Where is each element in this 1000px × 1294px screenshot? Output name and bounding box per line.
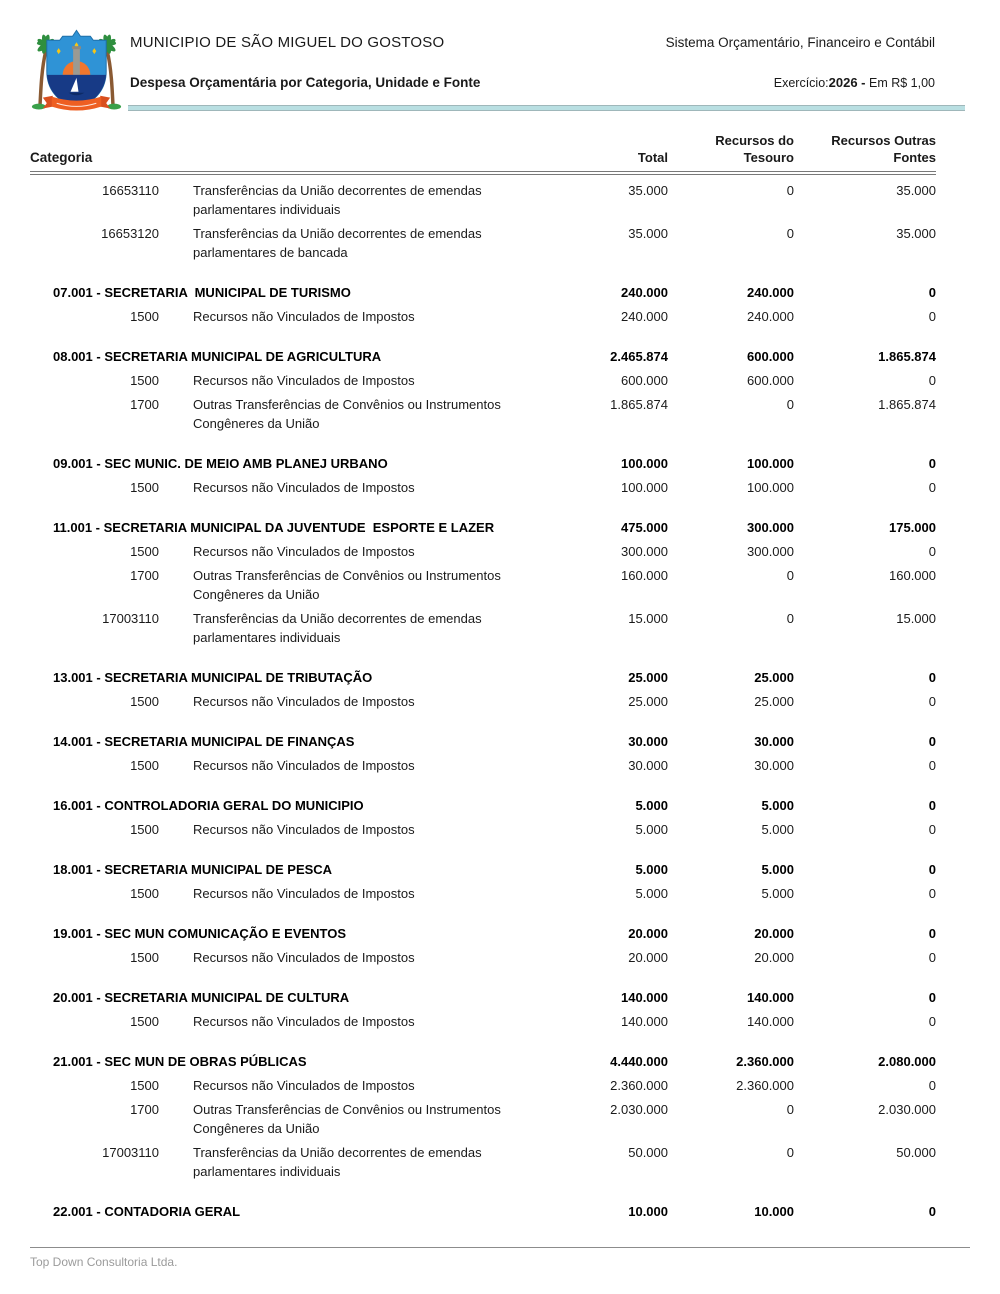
municipality-name: MUNICIPIO DE SÃO MIGUEL DO GOSTOSO — [130, 34, 445, 51]
budget-unit-section — [30, 666, 936, 714]
section-title: 07.001 - SECRETARIA MUNICIPAL DE TURISMO — [53, 285, 351, 300]
header-brand-row — [130, 34, 935, 51]
source-desc-area — [30, 1012, 548, 1031]
shield-icon — [47, 30, 106, 108]
section-title: 11.001 - SECRETARIA MUNICIPAL DA JUVENTUDE ESPORTE E LAZER — [53, 520, 495, 535]
source-desc-area — [30, 692, 548, 711]
section-rows — [30, 946, 936, 970]
section-title: 21.001 - SEC MUN DE OBRAS PÚBLICAS — [53, 1054, 307, 1069]
section-rows — [30, 476, 936, 500]
funding-source-row — [30, 690, 936, 714]
section-header-row — [30, 922, 936, 946]
source-code: 1700 — [130, 1102, 159, 1117]
source-desc-area — [30, 566, 548, 604]
budget-unit-section — [30, 858, 936, 906]
section-total: 5.000 — [635, 798, 668, 813]
section-total: 10.000 — [628, 1204, 668, 1219]
row-fontes: 35.000 — [896, 183, 936, 198]
row-total: 5.000 — [635, 822, 668, 837]
source-description: Recursos não Vinculados de Impostos — [193, 950, 415, 965]
section-title: 20.001 - SECRETARIA MUNICIPAL DE CULTURA — [53, 990, 350, 1005]
header-title-row — [130, 75, 935, 90]
section-total: 240.000 — [621, 285, 668, 300]
funding-source-row — [30, 369, 936, 393]
row-fontes: 0 — [928, 1014, 936, 1029]
row-fontes: 0 — [928, 544, 936, 559]
source-code: 1500 — [130, 758, 159, 773]
source-desc-area — [30, 948, 548, 967]
source-description: Transferências da União decorrentes de emendas parlamentares individuais — [193, 1145, 486, 1179]
section-rows — [30, 690, 936, 714]
section-header-row — [30, 986, 936, 1010]
row-total: 160.000 — [621, 568, 668, 583]
section-title: 18.001 - SECRETARIA MUNICIPAL DE PESCA — [53, 862, 333, 877]
row-fontes: 50.000 — [896, 1145, 936, 1160]
source-code: 1500 — [130, 1078, 159, 1093]
funding-source-row — [30, 754, 936, 778]
funding-source-row — [30, 1010, 936, 1034]
section-rows — [30, 179, 936, 265]
funding-source-row — [30, 540, 936, 564]
budget-unit-section — [30, 922, 936, 970]
source-code: 17003110 — [102, 1145, 159, 1160]
section-fontes: 0 — [928, 926, 936, 941]
row-total: 50.000 — [628, 1145, 668, 1160]
section-fontes: 0 — [928, 456, 936, 471]
funding-source-row — [30, 305, 936, 329]
row-tesouro: 140.000 — [747, 1014, 794, 1029]
section-header-row — [30, 666, 936, 690]
budget-unit-section — [30, 179, 936, 265]
source-code: 1500 — [130, 544, 159, 559]
exercise-label: Exercício: — [773, 76, 829, 90]
row-fontes: 0 — [928, 480, 936, 495]
row-fontes: 0 — [928, 309, 936, 324]
source-desc-area — [30, 1100, 548, 1138]
section-header-row — [30, 345, 936, 369]
row-tesouro: 5.000 — [761, 886, 794, 901]
section-title: 13.001 - SECRETARIA MUNICIPAL DE TRIBUTAÇÃO — [53, 670, 373, 685]
table-header-rule — [30, 171, 936, 175]
funding-source-row — [30, 1098, 936, 1141]
page-footer — [30, 1247, 970, 1269]
source-code: 1500 — [130, 373, 159, 388]
section-tesouro: 300.000 — [747, 520, 794, 535]
row-total: 300.000 — [621, 544, 668, 559]
section-rows — [30, 1010, 936, 1034]
row-total: 2.030.000 — [610, 1102, 668, 1117]
source-description: Transferências da União decorrentes de emendas parlamentares de bancada — [193, 226, 486, 260]
source-desc-area — [30, 1143, 548, 1181]
source-description: Recursos não Vinculados de Impostos — [193, 694, 415, 709]
section-tesouro: 600.000 — [747, 349, 794, 364]
row-total: 5.000 — [635, 886, 668, 901]
row-fontes: 0 — [928, 886, 936, 901]
section-rows — [30, 369, 936, 436]
budget-unit-section — [30, 452, 936, 500]
source-description: Recursos não Vinculados de Impostos — [193, 886, 415, 901]
source-desc-area — [30, 1076, 548, 1095]
section-fontes: 0 — [928, 285, 936, 300]
column-header-total: Total — [637, 150, 668, 165]
section-rows — [30, 540, 936, 650]
source-code: 1500 — [130, 822, 159, 837]
municipality-crest-logo — [27, 15, 126, 115]
row-total: 25.000 — [628, 694, 668, 709]
section-header-row — [30, 281, 936, 305]
section-total: 140.000 — [621, 990, 668, 1005]
source-description: Recursos não Vinculados de Impostos — [193, 309, 415, 324]
exercise-info — [774, 75, 935, 90]
source-description: Recursos não Vinculados de Impostos — [193, 758, 415, 773]
row-fontes: 15.000 — [896, 611, 936, 626]
section-header-row — [30, 1200, 936, 1224]
column-header-recursos-tesouro: Recursos do Tesouro — [715, 133, 798, 165]
source-description: Recursos não Vinculados de Impostos — [193, 544, 415, 559]
budget-unit-section — [30, 516, 936, 650]
row-total: 1.865.874 — [610, 397, 668, 412]
row-fontes: 0 — [928, 373, 936, 388]
row-tesouro: 0 — [786, 397, 794, 412]
row-fontes: 0 — [928, 822, 936, 837]
row-fontes: 0 — [928, 758, 936, 773]
section-fontes: 0 — [928, 1204, 936, 1219]
budget-unit-section — [30, 794, 936, 842]
row-fontes: 160.000 — [889, 568, 936, 583]
funding-source-row — [30, 1141, 936, 1184]
section-tesouro: 2.360.000 — [736, 1054, 794, 1069]
section-title: 16.001 - CONTROLADORIA GERAL DO MUNICIPIO — [53, 798, 364, 813]
section-fontes: 0 — [928, 990, 936, 1005]
row-total: 100.000 — [621, 480, 668, 495]
source-desc-area — [30, 609, 548, 647]
row-tesouro: 0 — [786, 183, 794, 198]
row-tesouro: 0 — [786, 1102, 794, 1117]
row-total: 15.000 — [628, 611, 668, 626]
source-description: Outras Transferências de Convênios ou Instrumentos Congêneres da União — [193, 397, 505, 431]
source-code: 1500 — [130, 1014, 159, 1029]
funding-source-row — [30, 393, 936, 436]
row-tesouro: 20.000 — [754, 950, 794, 965]
source-desc-area — [30, 224, 548, 262]
source-description: Recursos não Vinculados de Impostos — [193, 822, 415, 837]
source-code: 1500 — [130, 950, 159, 965]
section-header-row — [30, 730, 936, 754]
section-tesouro: 20.000 — [754, 926, 794, 941]
section-header-row — [30, 452, 936, 476]
source-desc-area — [30, 756, 548, 775]
source-code: 1700 — [130, 568, 159, 583]
section-title: 08.001 - SECRETARIA MUNICIPAL DE AGRICULTURA — [53, 349, 382, 364]
section-tesouro: 30.000 — [754, 734, 794, 749]
section-tesouro: 10.000 — [754, 1204, 794, 1219]
source-description: Recursos não Vinculados de Impostos — [193, 1078, 415, 1093]
section-total: 20.000 — [628, 926, 668, 941]
section-fontes: 0 — [928, 862, 936, 877]
source-code: 16653110 — [102, 183, 159, 198]
section-total: 100.000 — [621, 456, 668, 471]
section-fontes: 175.000 — [889, 520, 936, 535]
funding-source-row — [30, 818, 936, 842]
budget-unit-section — [30, 345, 936, 436]
section-fontes: 0 — [928, 670, 936, 685]
column-header-recursos-outras-fontes: Recursos Outras Fontes — [831, 133, 940, 165]
section-total: 4.440.000 — [610, 1054, 668, 1069]
source-desc-area — [30, 181, 548, 219]
source-desc-area — [30, 478, 548, 497]
row-tesouro: 240.000 — [747, 309, 794, 324]
row-tesouro: 100.000 — [747, 480, 794, 495]
system-name: Sistema Orçamentário, Financeiro e Contábil — [665, 35, 935, 50]
source-description: Recursos não Vinculados de Impostos — [193, 1014, 415, 1029]
funding-source-row — [30, 179, 936, 222]
row-fontes: 2.030.000 — [878, 1102, 936, 1117]
row-total: 20.000 — [628, 950, 668, 965]
row-total: 35.000 — [628, 183, 668, 198]
budget-unit-section — [30, 1200, 936, 1224]
source-description: Outras Transferências de Convênios ou Instrumentos Congêneres da União — [193, 1102, 505, 1136]
source-code: 17003110 — [102, 611, 159, 626]
section-title: 22.001 - CONTADORIA GERAL — [53, 1204, 241, 1219]
budget-unit-section — [30, 730, 936, 778]
section-tesouro: 140.000 — [747, 990, 794, 1005]
table-header-row — [30, 132, 940, 171]
footer-company: Top Down Consultoria Ltda. — [30, 1255, 178, 1269]
source-desc-area — [30, 395, 548, 433]
table-body — [30, 179, 936, 1224]
section-total: 2.465.874 — [610, 349, 668, 364]
row-tesouro: 2.360.000 — [736, 1078, 794, 1093]
row-total: 240.000 — [621, 309, 668, 324]
row-fontes: 0 — [928, 950, 936, 965]
report-title: Despesa Orçamentária por Categoria, Unidade e Fonte — [130, 75, 481, 90]
section-tesouro: 240.000 — [747, 285, 794, 300]
row-fontes: 1.865.874 — [878, 397, 936, 412]
row-total: 140.000 — [621, 1014, 668, 1029]
source-desc-area — [30, 542, 548, 561]
section-total: 25.000 — [628, 670, 668, 685]
section-fontes: 0 — [928, 734, 936, 749]
row-tesouro: 0 — [786, 1145, 794, 1160]
row-tesouro: 0 — [786, 611, 794, 626]
section-header-row — [30, 858, 936, 882]
source-desc-area — [30, 307, 548, 326]
funding-source-row — [30, 607, 936, 650]
row-fontes: 0 — [928, 694, 936, 709]
source-desc-area — [30, 371, 548, 390]
header-accent-bar — [128, 105, 965, 111]
budget-table — [30, 132, 940, 1224]
source-description: Recursos não Vinculados de Impostos — [193, 480, 415, 495]
section-title: 19.001 - SEC MUN COMUNICAÇÃO E EVENTOS — [53, 926, 347, 941]
funding-source-row — [30, 946, 936, 970]
source-code: 1700 — [130, 397, 159, 412]
source-desc-area — [30, 884, 548, 903]
funding-source-row — [30, 222, 936, 265]
exercise-year: 2026 - — [828, 75, 866, 90]
row-total: 35.000 — [628, 226, 668, 241]
column-header-categoria: Categoria — [30, 150, 93, 165]
section-header-row — [30, 1050, 936, 1074]
row-tesouro: 300.000 — [747, 544, 794, 559]
row-fontes: 0 — [928, 1078, 936, 1093]
budget-unit-section — [30, 986, 936, 1034]
section-total: 5.000 — [635, 862, 668, 877]
row-tesouro: 600.000 — [747, 373, 794, 388]
currency-note: Em R$ 1,00 — [865, 76, 935, 90]
budget-unit-section — [30, 281, 936, 329]
section-fontes: 2.080.000 — [878, 1054, 936, 1069]
row-fontes: 35.000 — [896, 226, 936, 241]
section-rows — [30, 754, 936, 778]
budget-unit-section — [30, 1050, 936, 1184]
source-description: Recursos não Vinculados de Impostos — [193, 373, 415, 388]
row-total: 600.000 — [621, 373, 668, 388]
source-description: Transferências da União decorrentes de emendas parlamentares individuais — [193, 611, 486, 645]
section-rows — [30, 305, 936, 329]
section-total: 30.000 — [628, 734, 668, 749]
section-header-row — [30, 516, 936, 540]
row-tesouro: 5.000 — [761, 822, 794, 837]
section-tesouro: 25.000 — [754, 670, 794, 685]
row-tesouro: 25.000 — [754, 694, 794, 709]
row-tesouro: 0 — [786, 568, 794, 583]
row-total: 30.000 — [628, 758, 668, 773]
row-tesouro: 0 — [786, 226, 794, 241]
funding-source-row — [30, 882, 936, 906]
section-rows — [30, 882, 936, 906]
section-title: 09.001 - SEC MUNIC. DE MEIO AMB PLANEJ URBANO — [53, 456, 388, 471]
section-fontes: 1.865.874 — [878, 349, 936, 364]
section-total: 475.000 — [621, 520, 668, 535]
source-desc-area — [30, 820, 548, 839]
section-tesouro: 5.000 — [761, 798, 794, 813]
source-code: 1500 — [130, 886, 159, 901]
row-total: 2.360.000 — [610, 1078, 668, 1093]
row-tesouro: 30.000 — [754, 758, 794, 773]
section-rows — [30, 818, 936, 842]
section-title: 14.001 - SECRETARIA MUNICIPAL DE FINANÇAS — [53, 734, 355, 749]
source-description: Outras Transferências de Convênios ou Instrumentos Congêneres da União — [193, 568, 505, 602]
section-header-row — [30, 794, 936, 818]
source-code: 1500 — [130, 480, 159, 495]
source-code: 1500 — [130, 309, 159, 324]
section-tesouro: 100.000 — [747, 456, 794, 471]
funding-source-row — [30, 476, 936, 500]
section-rows — [30, 1074, 936, 1184]
funding-source-row — [30, 1074, 936, 1098]
section-tesouro: 5.000 — [761, 862, 794, 877]
source-code: 16653120 — [101, 226, 159, 241]
source-description: Transferências da União decorrentes de emendas parlamentares individuais — [193, 183, 486, 217]
funding-source-row — [30, 564, 936, 607]
section-fontes: 0 — [928, 798, 936, 813]
lighthouse-icon — [72, 46, 81, 75]
source-code: 1500 — [130, 694, 159, 709]
